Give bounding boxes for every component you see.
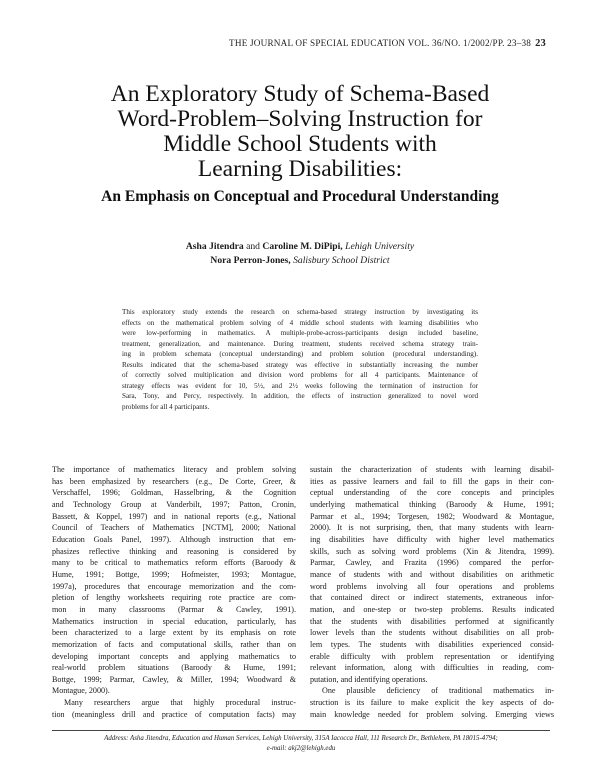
author-conjunction: and	[246, 241, 260, 252]
author-affiliation: Lehigh University	[345, 241, 415, 252]
body-line: mance of students with and without disabilities on arithmetic	[310, 569, 554, 579]
author-name: Caroline M. DiPipi,	[262, 241, 343, 252]
body-line: lower levels than the students without disabilities on all prob-	[310, 628, 554, 638]
abstract-line: problems for all 4 participants.	[122, 402, 210, 411]
author-affiliation: Salisbury School District	[293, 255, 390, 266]
body-line: underlying mathematical thinking (Baroody & Hume, 1991;	[310, 499, 554, 509]
body-line: that contained direct or indirect statements, extraneous infor-	[310, 593, 554, 603]
body-line: and Technology Group at Vanderbilt, 1997; Patton, Cronin,	[52, 499, 296, 509]
article-title	[40, 82, 560, 182]
body-line: putation, and identifying operations.	[310, 674, 428, 684]
body-line: 1997a), procedures that encourage memorization and the com-	[52, 581, 296, 591]
body-line: that the students with disabilities performed at significantly	[310, 616, 554, 626]
body-line: Parmar, Cawley, and Frazita (1996) compared the perfor-	[310, 558, 554, 568]
body-line: ing disabilities have difficulty with higher level mathematics	[310, 534, 554, 544]
body-line: tion (meaningless drill and practice of computation facts) may	[52, 709, 296, 719]
footer-address	[52, 734, 550, 754]
body-line: Bassett, & Koppel, 1997) and in national reports (e.g., National	[52, 511, 296, 521]
body-line: developing important concepts and applying mathematics to	[52, 651, 296, 661]
abstract-line: Sara, Tony, and Percy, respectively. In addition, the effects of instruction generalized to novel word	[122, 392, 478, 401]
body-line: memorization of facts and computational skills, rather than on	[52, 639, 296, 649]
body-line: Education Goals Panel, 1997). Although instruction that em-	[52, 534, 296, 544]
body-line: word problems involving all four operations and problems	[310, 581, 554, 591]
body-line: mon in many classrooms (Parmar & Cawley, 1991).	[52, 604, 296, 614]
body-line: Bottge, 1999; Parmar, Cawley, & Miller, 1994; Woodward &	[52, 674, 296, 684]
body-line: Parmar et al., 1994; Torgesen, 1982; Woodward & Montague,	[310, 511, 554, 521]
title-line: Middle School Students with	[163, 131, 437, 157]
body-line: ceptual understanding of the core concepts and principles	[310, 488, 554, 498]
body-line: main knowledge needed for problem solving. Emerging views	[310, 709, 554, 719]
body-line: mation, and one-step or two-step problems. Results indicated	[310, 604, 554, 614]
running-head	[229, 38, 546, 49]
body-line: Many researchers argue that highly procedural instruc-	[64, 698, 296, 708]
author-name: Asha Jitendra	[185, 241, 244, 252]
body-line: many to be critical to mathematics reform efforts (Baroody &	[52, 558, 296, 568]
journal-citation: THE JOURNAL OF SPECIAL EDUCATION VOL. 36/NO. 1/2002/PP. 23–38	[229, 38, 532, 48]
body-column-left	[52, 464, 296, 720]
body-line: real-world problem situations (Baroody & Hume, 1991;	[52, 663, 296, 673]
body-line: been characterized to a large extent by its emphasis on rote	[52, 628, 296, 638]
body-line: Council of Teachers of Mathematics [NCTM], 2000; National	[52, 523, 296, 533]
body-line: struction is its failure to make explicit the key aspects of do-	[310, 698, 554, 708]
body-line: Mathematics instruction in special education, particularly, has	[52, 616, 296, 626]
author-name: Nora Perron-Jones,	[210, 255, 291, 266]
author-block	[40, 240, 560, 268]
body-line: relevant information, along with difficulties in reading, com-	[310, 663, 554, 673]
author-email: e-mail: akj2@lehigh.edu	[266, 745, 336, 752]
abstract-line: This exploratory study extends the research on schema-based strategy instruction by investigating its	[122, 308, 478, 316]
abstract	[122, 307, 478, 412]
body-line: erable difficulty with problem representation or identifying	[310, 651, 554, 661]
title-line: An Exploratory Study of Schema-Based	[110, 81, 490, 107]
author-address: Address: Asha Jitendra, Education and Human Services, Lehigh University, 315A Iacocca Hall, 111 Research Dr., Bethlehem, PA 18015-4794;	[104, 735, 498, 742]
title-block	[40, 82, 560, 206]
article-subtitle: An Emphasis on Conceptual and Procedural Understanding	[101, 188, 499, 205]
body-line: Verschaffel, 1996; Goldman, Hasselbring, & the Cognition	[52, 488, 296, 498]
abstract-line: ing in problem schemata (conceptual understanding) and problem solution (procedural understanding).	[122, 350, 478, 359]
body-line: Hume, 1991; Bottge, 1999; Hofmeister, 1993; Montague,	[52, 569, 296, 579]
title-line: Word-Problem–Solving Instruction for	[117, 106, 483, 132]
body-line: has been emphasized by researchers (e.g., De Corte, Greer, &	[52, 476, 296, 486]
page-number: 23	[535, 38, 546, 49]
author-line-1	[40, 240, 560, 254]
abstract-line: Results indicated that the schema-based strategy was effective in substantially increasing the number	[122, 360, 478, 369]
abstract-line: treatment, generalization, and maintenance. During treatment, students received schema strategy train-	[122, 339, 478, 348]
abstract-line: were low-performing in mathematics. A multiple-probe-across-participants design included baseline,	[122, 329, 478, 338]
body-line: lem types. The students with disabilities experienced consid-	[310, 639, 554, 649]
body-line: The importance of mathematics literacy and problem solving	[52, 465, 296, 474]
body-line: sustain the characterization of students with learning disabil-	[310, 465, 554, 474]
body-line: phasizes reflective thinking and reasoning is considered by	[52, 546, 296, 556]
body-column-right	[310, 464, 554, 720]
body-line: One plausible deficiency of traditional mathematics in-	[322, 686, 554, 696]
abstract-line: effects on the mathematical problem solving of 4 middle school students with learning disabilities who	[122, 318, 478, 327]
abstract-line: strategy effects was evident for 10, 5½, and 2½ weeks following the termination of instruction for	[122, 381, 478, 390]
author-line-2	[40, 254, 560, 268]
body-line: ities as passive learners and fail to fill the gaps in their con-	[310, 476, 554, 486]
footer-rule	[52, 730, 550, 731]
body-line: skills, such as solving word problems (Xin & Jitendra, 1999).	[310, 546, 554, 556]
body-line: Montague, 2000).	[52, 686, 110, 696]
body-line: 2000). It is not surprising, then, that many students with learn-	[310, 523, 554, 533]
abstract-line: of correctly solved multiplication and division word problems for all 4 participants. Maintenance of	[122, 371, 478, 380]
body-line: pletion of lengthy worksheets requiring rote practice are com-	[52, 593, 296, 603]
title-line: Learning Disabilities:	[197, 156, 403, 182]
